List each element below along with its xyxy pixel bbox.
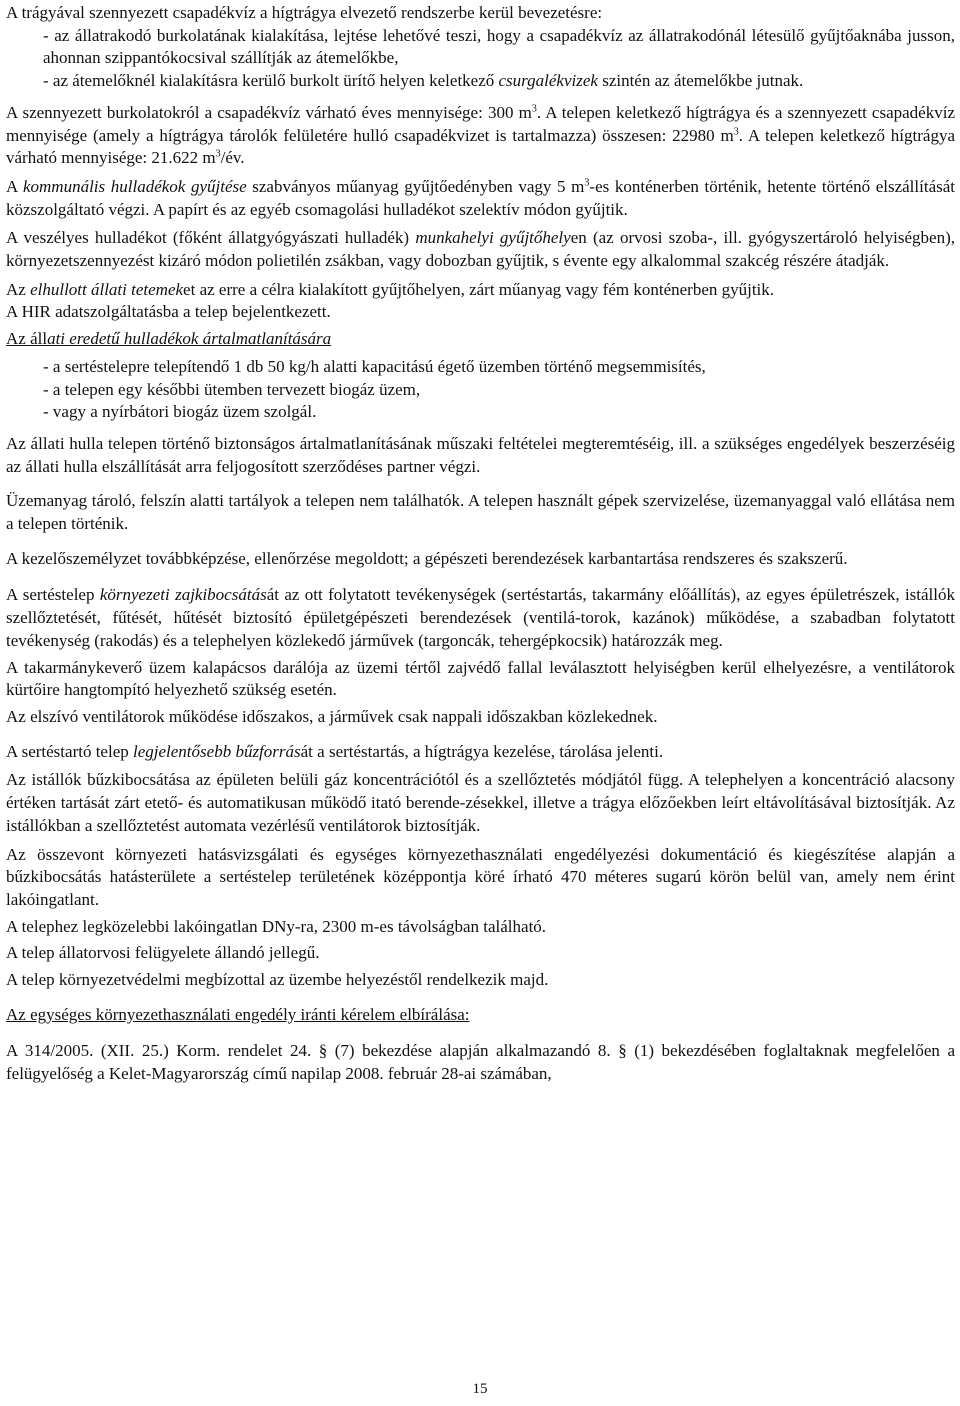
paragraph-regulation: A 314/2005. (XII. 25.) Korm. rendelet 24. § (7) bekezdése alapján alkalmazandó 8. § (1) bekezdésében foglaltaknak megfelelően a felügyelőség a Kelet-Magyarország című napilap 2008. február 28-ai számában, (6, 1041, 955, 1084)
paragraph-feed-mill: A takarmánykeverő üzem kalapácsos darálója az üzemi tértől zajvédő fallal leválasztott helyiségben kerül elhelyezésre, a ventilátorok kürtőire hangtompító helyezhető szükség esetén. (6, 657, 955, 700)
emphasis-text: elhullott állati tetemek (30, 279, 184, 299)
text-span: át az ott folytatott tevékenységek (sertéstartás, takarmány előállítás), az egyes épületrészek, istállók szellőztetését, fűtését, hűtését biztosító épületgépészeti berendezések (ventilá-torok, kazánok) működése, a szabadban folytatott tevékenység (rakodás) és a telephelyen közlekedő járművek (targoncák, tehergépkocsik) határozzák meg. (6, 585, 955, 650)
list-item (43, 70, 955, 93)
text-span: . A telepen keletkező hígtrágya és a szennyezett csapadékvíz mennyisége (amely a hígtrágya tárolók felületére hulló csapadékvizet is tartalmazza) összesen: 22980 m (6, 102, 955, 145)
underlined-emphasis: ati eredetű hulladékok ártalmatlanítására (47, 329, 332, 349)
text-span: Az (6, 279, 31, 299)
emphasis-text: kommunális hulladékok gyűjtése (22, 176, 247, 196)
superscript: 3 (531, 103, 537, 115)
superscript: 3 (584, 177, 590, 189)
paragraph-hir: A HIR adatszolgáltatásba a telep bejelentkezett. (6, 302, 331, 322)
emphasis-text: munkahelyi gyűjtőhely (415, 228, 571, 248)
underlined-text: Az áll (6, 329, 48, 349)
emphasis-text: környezeti zajkibocsátás (99, 585, 267, 605)
paragraph-barn-odour: Az istállók bűzkibocsátása az épületen belüli gáz koncentrációtól és a szellőztetés módjától függ. A telephelyen a koncentráció alacsony értéken tartását zárt etető- és automatikusan működő itató berende-zésekkel, illetve a trágya előzőekben leírt eltávolításával biztosítják. Az istállókban a szellőztetést automata vezérlésű ventilátorok biztosítják. (6, 770, 955, 835)
paragraph-fans: Az elszívó ventilátorok működése időszakos, a járművek csak nappali időszakban közlekednek. (6, 706, 658, 726)
page-number: 15 (472, 1381, 488, 1397)
text-span: /év. (220, 148, 245, 168)
text-span: szabványos műanyag gyűjtőedényben vagy 5 m (246, 176, 585, 196)
paragraph-municipal-waste (6, 176, 955, 221)
heading-permit-evaluation (6, 1004, 955, 1027)
emphasis-text: legjelentősebb bűzforrás (133, 741, 301, 761)
underlined-text: Az egységes környezethasználati engedély iránti kérelem elbírálása: (6, 1004, 470, 1024)
text-span: A szennyezett burkolatokról a csapadékvíz várható éves mennyisége: 300 m (6, 102, 532, 122)
heading-animal-waste-disposal (6, 328, 955, 351)
paragraph-odour-source (6, 741, 955, 764)
text-span: A (6, 176, 23, 196)
text-span: A sertéstartó telep (6, 741, 133, 761)
text-span: A veszélyes hulladékot (főként állatgyógyászati hulladék) (6, 228, 416, 248)
superscript: 3 (733, 125, 739, 137)
text-span: A sertéstelep (6, 585, 100, 605)
list-item: - az állatrakodó burkolatának kialakítása, lejtése lehetővé teszi, hogy a csapadékvíz az állatrakodónál létesülő gyűjtőaknába jusson, ahonnan szippantókocsival szállítják az átemelőkbe, (43, 25, 955, 68)
paragraph-impact-area: Az összevont környezeti hatásvizsgálati és egységes környezethasználati engedélyezési dokumentáció és kiegészítése alapján a bűzkibocsátás hatásterülete a sertéstelep területének középpontja köré írható 470 méteres sugarú körön belül van, amely nem érint lakóingatlant. (6, 844, 955, 909)
paragraph-animal-carcasses (6, 279, 955, 302)
paragraph-fuel-storage: Üzemanyag tároló, felszín alatti tartályok a telepen nem találhatók. A telepen használt gépek szervizelése, üzemanyaggal való ellátása nem a telepen történik. (6, 491, 955, 534)
text-span: . A telepen keletkező hígtrágya várható mennyisége: 21.622 m (6, 125, 955, 168)
paragraph-noise-emission (6, 584, 955, 652)
document-page (6, 0, 955, 1086)
paragraph-nearest-residence: A telephez legközelebbi lakóingatlan DNy-ra, 2300 m-es távolságban található. (6, 916, 547, 936)
paragraph-volumes (6, 102, 955, 170)
list-item: - a sertéstelepre telepítendő 1 db 50 kg/h alatti kapacitású égető üzemben történő megsemmisítés, (43, 356, 706, 376)
list-item: - a telepen egy későbbi ütemben tervezett biogáz üzem, (43, 379, 421, 399)
paragraph-carcass-transport: Az állati hulla telepen történő biztonságos ártalmatlanításának műszaki feltételei megteremtéséig, ill. a szükséges engedélyek beszerzéséig az állati hulla elszállítását arra feljogosított szerződéses partner végzi. (6, 433, 955, 476)
list-item: - vagy a nyírbátori biogáz üzem szolgál. (43, 402, 317, 422)
emphasis-text: csurgalékvizek (498, 71, 598, 91)
paragraph-wastewater-intro: A trágyával szennyezett csapadékvíz a hígtrágya elvezető rendszerbe kerül bevezetésre: (6, 3, 603, 22)
paragraph-veterinary: A telep állatorvosi felügyelete állandó jellegű. (6, 943, 320, 963)
paragraph-env-officer: A telep környezetvédelmi megbízottal az üzembe helyezéstől rendelkezik majd. (6, 970, 549, 990)
text-span: szintén az átemelőkbe jutnak. (597, 71, 804, 91)
text-span: et az erre a célra kialakított gyűjtőhelyen, zárt műanyag vagy fém konténerben gyűjtik. (183, 279, 775, 299)
text-span: en (az orvosi szoba-, ill. gyógyszertároló helyiségben), környezetszennyezést kizáró módon polietilén zsákban, vagy dobozban gyűjtik, s évente egy alkalommal szakcég részére átadják. (6, 228, 955, 271)
text-span: -es konténerben történik, hetente történő elszállítását közszolgáltató végzi. A papírt és az egyéb csomagolási hulladékot szelektív módon gyűjtik. (6, 176, 955, 219)
text-span: át a sertéstartás, a hígtrágya kezelése, tárolása jelenti. (300, 741, 664, 761)
paragraph-hazardous-waste (6, 227, 955, 272)
superscript: 3 (215, 148, 221, 160)
paragraph-staff-training: A kezelőszemélyzet továbbképzése, ellenőrzése megoldott; a gépészeti berendezések karbantartása rendszeres és szakszerű. (6, 548, 848, 568)
text-span: - az átemelőknél kialakításra kerülő burkolt ürítő helyen keletkező (43, 71, 499, 91)
